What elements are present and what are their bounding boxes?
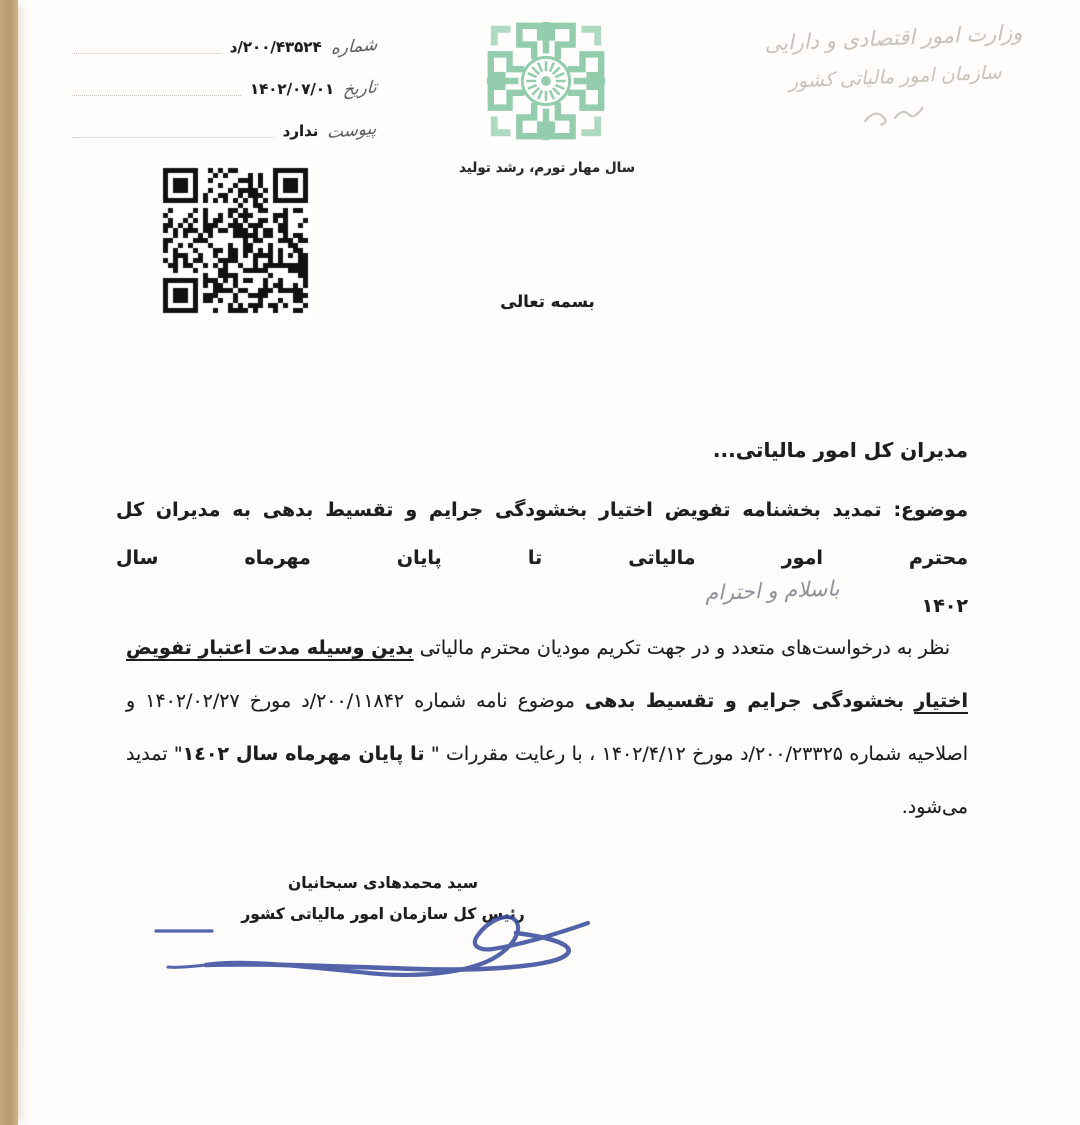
signer-title: رئیس کل سازمان امور مالیاتی کشور: [241, 905, 525, 923]
year-slogan: سال مهار تورم، رشد تولید: [458, 160, 636, 176]
subject-line2: ۱۴۰۲: [921, 595, 968, 617]
number-label: شماره: [330, 34, 378, 60]
addressee-heading: مدیران کل امور مالیاتی...: [712, 438, 968, 462]
dotted-line: [72, 52, 221, 54]
qr-code: [160, 165, 312, 317]
handwritten-greeting: باسلام و احترام: [704, 576, 840, 606]
dotted-line: [72, 94, 241, 96]
dotted-line: [72, 136, 274, 138]
handwritten-signature-icon: [148, 893, 603, 1008]
scan-edge-strip: [0, 0, 18, 1125]
letter-meta-block: [72, 26, 377, 152]
body-segment: تا پایان مهرماه سال ١٤٠٢: [182, 743, 425, 765]
subject-line1: موضوع: تمدید بخشنامه تفویض اختیار بخشودگی جرایم و تقسیط بدهی به مدیران کل محترم امور مالیاتی تا پایان مهرماه سال: [116, 499, 968, 569]
attachment-value: ندارد: [282, 122, 319, 140]
attachment-label: پیوست: [326, 118, 378, 144]
body-paragraph: [126, 622, 968, 834]
nastaliq-flourish-icon: [746, 95, 1047, 138]
number-value: ۲۰۰/۴۳۵۲۴/د: [229, 38, 322, 56]
date-value: ۱۴۰۲/۰۷/۰۱: [249, 80, 335, 98]
qr-code-canvas: [160, 165, 312, 317]
tax-organization-line: سازمان امور مالیاتی کشور: [788, 61, 1002, 93]
ministry-script-block: [743, 12, 1048, 139]
body-segment: بدین وسیله مدت اعتبار تفویض اختیار: [126, 637, 968, 712]
besmele-heading: بسمه تعالی: [500, 292, 595, 311]
ministry-line: وزارت امور اقتصادی و دارایی: [763, 20, 1023, 56]
body-segment: [904, 690, 914, 712]
subject-block: [116, 486, 968, 630]
body-segment: نظر به درخواست‌های متعدد و در جهت تکریم مودیان محترم مالیاتی: [413, 637, 950, 659]
meta-row-number: [72, 26, 377, 68]
tax-administration-emblem-icon: [477, 12, 615, 150]
meta-row-attachment: [72, 110, 377, 152]
body-segment: " تمدید می‌شود.: [126, 743, 968, 818]
meta-row-date: [72, 68, 377, 110]
date-label: تاریخ: [342, 77, 378, 101]
signer-name: سید محمدهادی سبحانیان: [288, 874, 478, 892]
body-segment: موضوع نامه شماره ۲۰۰/۱۱۸۴۲/د مورخ ۱۴۰۲/۰۲/۲۷ و اصلاحیه شماره ۲۰۰/۲۳۳۲۵/د مورخ ۱۴۰۲/۴/۱۲ ، با رعایت مقررات ": [126, 690, 968, 765]
body-segment: بخشودگی جرایم و تقسیط بدهی: [584, 690, 905, 712]
